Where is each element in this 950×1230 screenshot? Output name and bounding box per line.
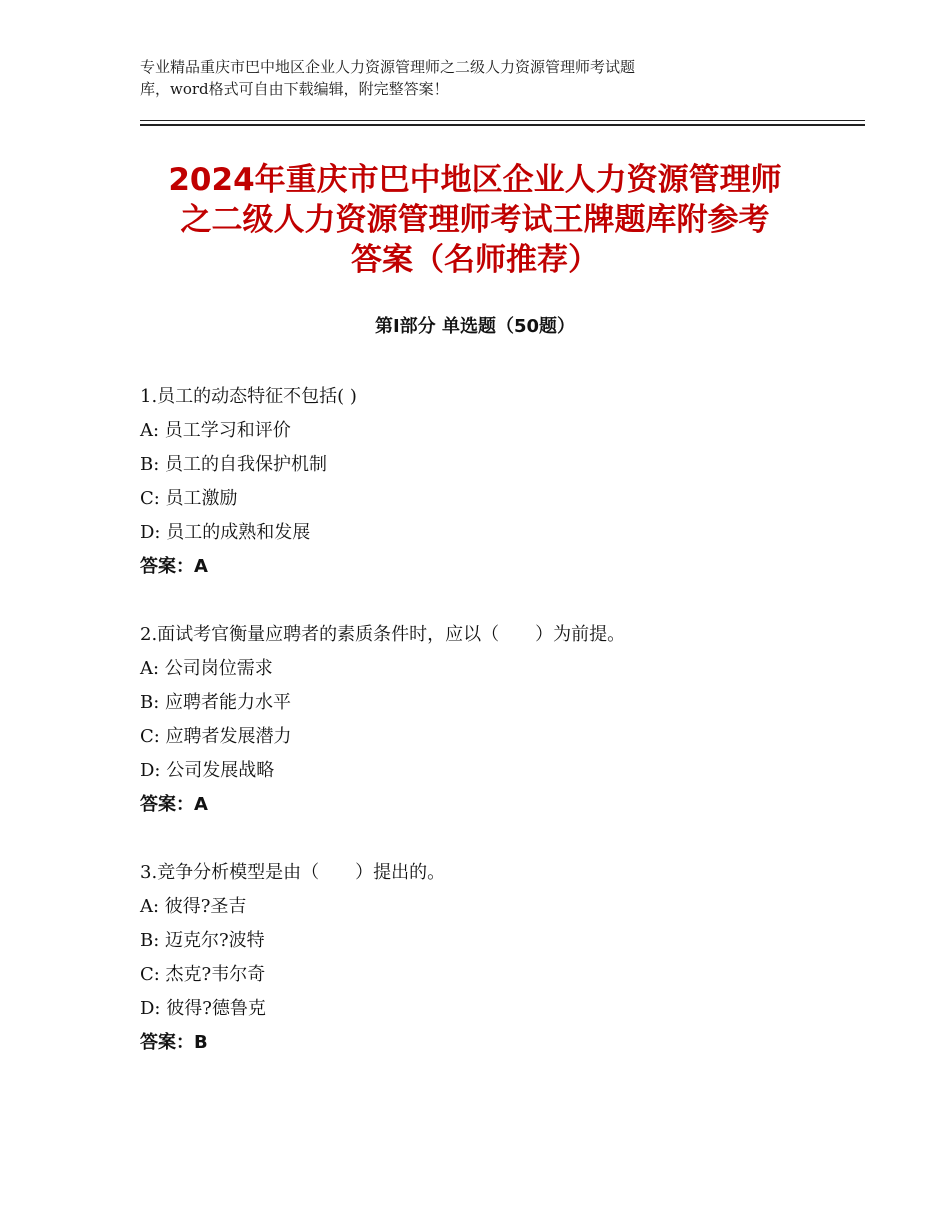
option-d: D: 彼得?德鲁克 [140,998,266,1019]
header-note-line-2: 库，word格式可自由下载编辑，附完整答案！ [140,80,449,98]
question-2 [140,618,830,822]
option-c: C: 员工激励 [140,488,238,509]
option-b: B: 员工的自我保护机制 [140,454,328,475]
option-c: C: 应聘者发展潜力 [140,726,292,747]
answer: 答案：A [140,556,208,577]
question-3 [140,856,830,1060]
option-a: A: 公司岗位需求 [140,658,273,679]
option-d: D: 公司发展战略 [140,760,275,781]
title-line-1: 2024年重庆市巴中地区企业人力资源管理师 [168,162,782,198]
option-b: B: 迈克尔?波特 [140,930,265,951]
question-list [140,380,830,1094]
title-line-2: 之二级人力资源管理师考试王牌题库附参考 [180,202,770,238]
question-stem: 1.员工的动态特征不包括( ) [140,386,357,407]
option-c: C: 杰克?韦尔奇 [140,964,266,985]
question-stem: 3.竞争分析模型是由（ ）提出的。 [140,862,446,883]
option-a: A: 彼得?圣吉 [140,896,247,917]
answer: 答案：A [140,794,208,815]
option-d: D: 员工的成熟和发展 [140,522,311,543]
header-note-line-1: 专业精品重庆市巴中地区企业人力资源管理师之二级人力资源管理师考试题 [140,58,636,76]
question-1 [140,380,830,584]
option-b: B: 应聘者能力水平 [140,692,292,713]
title-line-3: 答案（名师推荐） [351,242,599,278]
header-note [140,56,770,100]
answer: 答案：B [140,1032,208,1053]
option-a: A: 员工学习和评价 [140,420,291,441]
question-stem: 2.面试考官衡量应聘者的素质条件时，应以（ ）为前提。 [140,624,626,645]
section-heading: 第Ⅰ部分 单选题（50题） [374,316,575,337]
document-title [110,160,840,280]
header-divider [140,120,865,126]
